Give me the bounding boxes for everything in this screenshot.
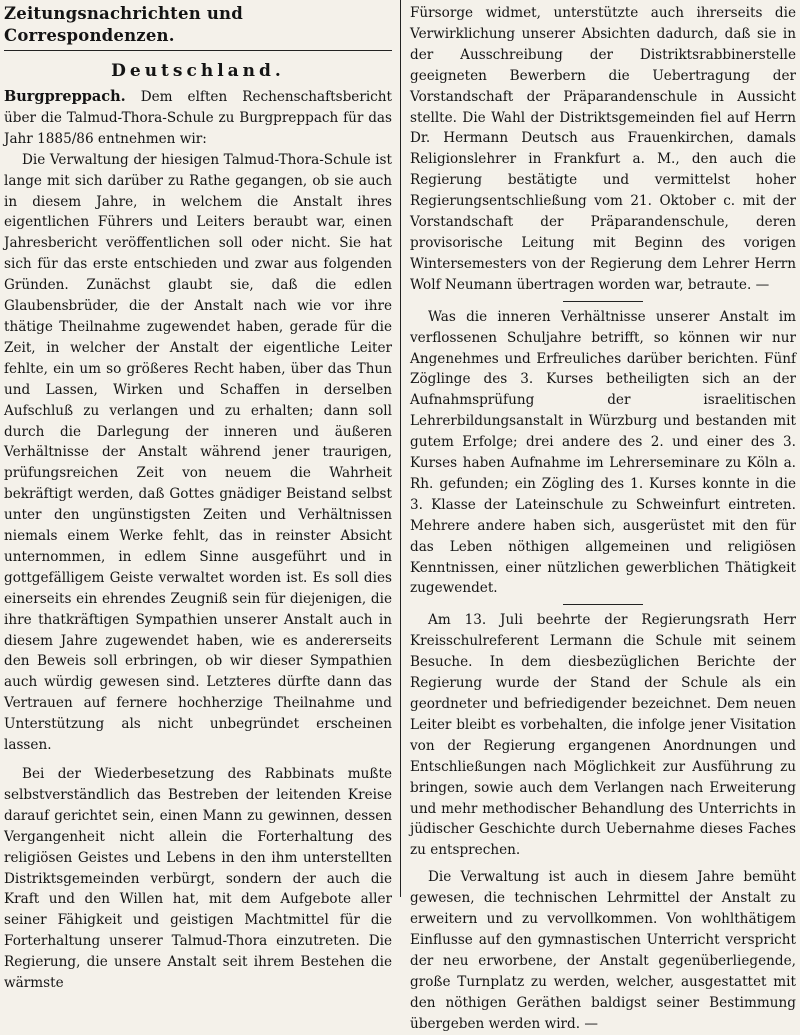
short-rule-2 [563, 604, 643, 605]
paragraph-3: Fürsorge widmet, unterstützte auch ihrerseits die Verwirklichung unserer Absichten dadurch, daß sie in der Ausschreibung der Distriktsrabbinerstelle geeigneten Bewerbern die Uebertragung der Vorstandschaft der Präparandenschule in Aussicht stellte. Die Wahl der Distriktsgemeinden fiel auf Herrn Dr. Hermann Deutsch aus Frauenkirchen, damals Religionslehrer in Frankfurt a. M., den auch die Regierung bestätigte und vermittelst hoher Regierungsentschließung vom 21. Oktober c. mit der Vorstandschaft der Präparandenschule, deren provisorische Leitung mit Beginn des vorigen Wintersemesters von der Regierung dem Lehrer Herrn Wolf Neumann übertragen worden war, betraute. — [410, 5, 796, 293]
paragraph-6: Die Verwaltung ist auch in diesem Jahre bemüht gewesen, die technischen Lehrmittel der Anstalt zu erweitern und zu vervollkommen. Von wohlthätigem Einflusse auf den gymnastischen Unterricht verspricht der neu erworbene, der Anstalt gegenüberliegende, große Turnplatz zu werden, welcher, ausgestattet mit den nöthigen Geräthen baldigst seiner Bestimmung übergeben werden wird. — [410, 869, 796, 1032]
paragraph-5: Am 13. Juli beehrte der Regierungsrath Herr Kreisschulreferent Lermann die Schule mit seinem Besuche. In dem diesbezüglichen Berichte der Regierung wurde der Stand der Schule als ein geordneter und befriedigender bezeichnet. Dem neuen Leiter bleibt es vorbehalten, die infolge jener Visitation von der Regierung ergangenen Anordnungen und Entschließungen nach Möglichkeit zur Ausführung zu bringen, sowie auch dem Verlangen nach Erweiterung und mehr methodischer Behandlung des Unterrichts in jüdischer Geschichte durch Uebernahme dieses Faches zu entsprechen. [410, 612, 796, 859]
right-column [404, 0, 800, 1032]
short-rule [563, 301, 643, 302]
dateline-place: Burgpreppach. [4, 88, 126, 105]
paragraph-4: Was die inneren Verhältnisse unserer Anstalt im verflossenen Schuljahre betrifft, so können wir nur Angenehmes und Erfreuliches darüber berichten. Fünf Zöglinge des 3. Kurses betheiligten sich an der Aufnahmsprüfung der israelitischen Lehrerbildungsanstalt in Würzburg und bestanden mit gutem Erfolge; drei andere des 2. und einer des 3. Kurses haben Aufnahme im Lehrerseminare zu Köln a. Rh. gefunden; ein Zögling des 1. Kurses konnte in die 3. Klasse der Lateinschule zu Schweinfurt eintreten. Mehrere andere haben sich, ausgerüstet mit den für das Leben nöthigen allgemeinen und religiösen Kenntnissen, einer nützlichen gewerblichen Thätigkeit zugewendet. [410, 308, 796, 597]
paragraph-2: Bei der Wiederbesetzung des Rabbinats mußte selbstverständlich das Bestreben der leitenden Kreise darauf gerichtet sein, einen Mann zu gewinnen, dessen Vergangenheit nicht allein die Forterhaltung des religiösen Geistes und Lebens in den ihm unterstellten Distriktsgemeinden verbürgt, sondern der auch die Kraft und den Willen hat, mit dem Aufgebote aller seiner Fähigkeit und geistigen Machtmittel für die Forterhaltung unserer Talmud-Thora einzutreten. Die Regierung, die unsere Anstalt seit ihrem Bestehen die wärmste [4, 766, 392, 992]
country-heading: Deutschland. [111, 61, 285, 81]
article-intro: Dem elften Rechenschaftsbericht über die Talmud-Thora-Schule zu Burgpreppach für das Jahr 1885/86 entnehmen wir: [4, 89, 393, 147]
left-column [0, 0, 396, 992]
section-heading: Zeitungsnachrichten und Correspondenzen. [4, 3, 392, 51]
article-lead [4, 87, 392, 150]
paragraph-1: Die Verwaltung der hiesigen Talmud-Thora-Schule ist lange mit sich darüber zu Rathe gegangen, ob sie auch in diesem Jahre, in welchem die Anstalt ihres eigentlichen Führers und Leiters beraubt war, einen Jahresbericht veröffentlichen soll oder nicht. Sie hat sich für das erste entschieden und zwar aus folgenden Gründen. Zunächst glaubt sie, daß die edlen Glaubensbrüder, die der Anstalt nach wie vor ihre thätige Theilnahme zugewendet haben, gerade für die Zeit, in welcher der Anstalt der eigentliche Leiter fehlte, ein um so größeres Recht haben, über das Thun und Lassen, Wirken und Schaffen in derselben Aufschluß zu verlangen und zu erhalten; dann soll durch die Darlegung der inneren und äußeren Verhältnisse der Anstalt während jener traurigen, prüfungsreichen Zeit von neuem die Wahrheit bekräftigt werden, daß Gottes gnädiger Beistand selbst unter den ungünstigsten Zeiten und Verhältnissen niemals einem Werke fehlt, das in reinster Absicht unternommen, in edlem Sinne ausgeführt und in gottgefälligem Geiste verwaltet worden ist. Es soll dies einerseits ein ehrendes Zeugniß sein für diejenigen, die ihre thatkräftigen Sympathien unserer Anstalt auch in diesem Jahre zugewendet haben, wie es andererseits den Beweis soll erbringen, ob wir dieser Sympathien auch würdig gewesen sind. Letzteres dürfte dann das Vertrauen auf fernere hochherzige Theilnahme und Unterstützung als nicht unbegründet erscheinen lassen. [4, 151, 392, 754]
column-divider [400, 0, 401, 897]
